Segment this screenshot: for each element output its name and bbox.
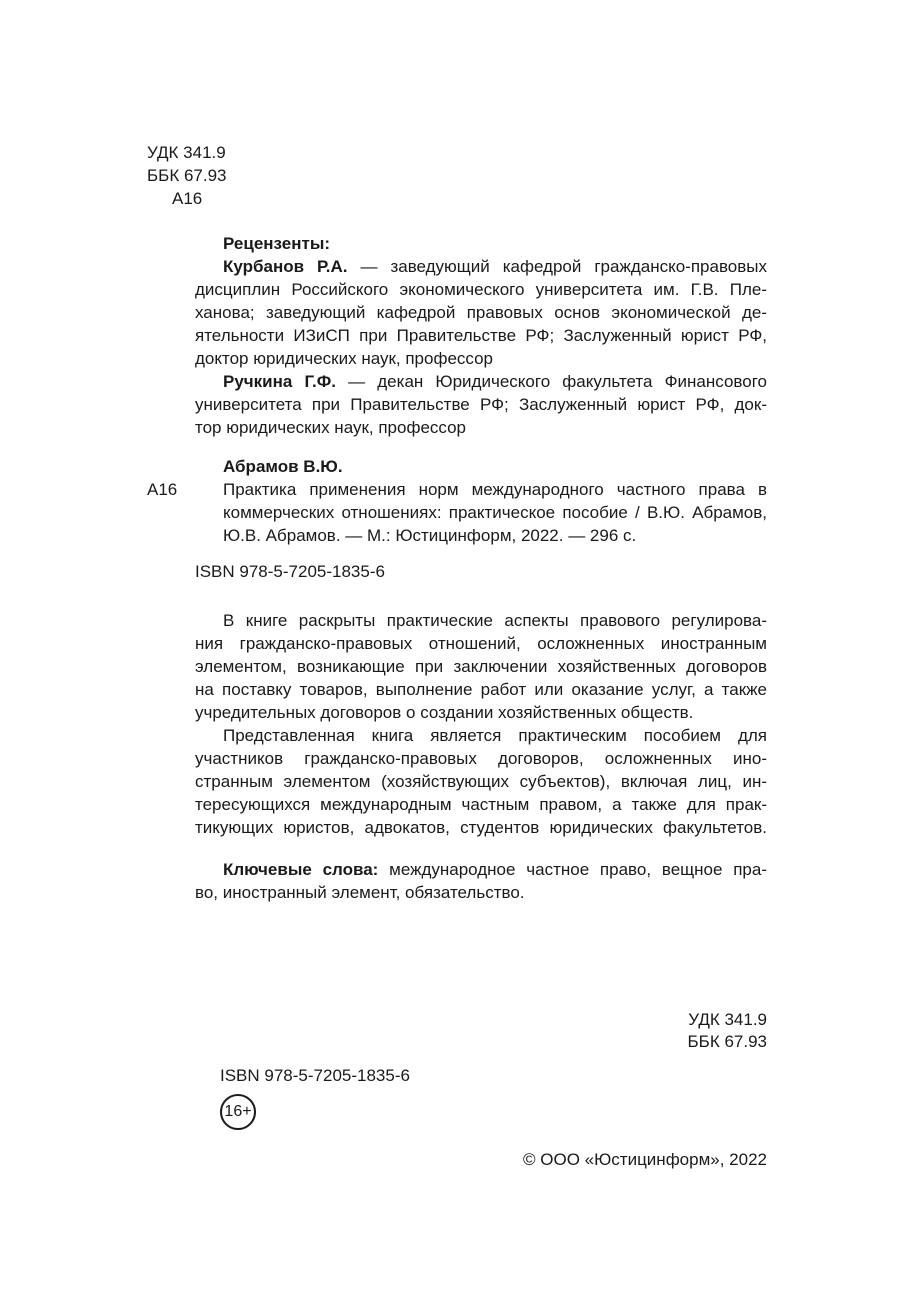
- abstract-line: на поставку товаров, выполнение работ или оказание услуг, а также: [195, 680, 767, 699]
- bibliographic-record: [195, 455, 767, 547]
- reviewer-2-name: Ручкина Г.Ф.: [223, 372, 336, 391]
- reviewer-1-line: дисциплин Российского экономического университета им. Г.В. Пле-: [195, 280, 767, 299]
- reviewer-1-line: ханова; заведующий кафедрой правовых основ экономической де-: [195, 303, 767, 322]
- book-author: Абрамов В.Ю.: [223, 457, 343, 476]
- book-title-line: коммерческих отношениях: практическое пособие / В.Ю. Абрамов,: [223, 503, 767, 522]
- reviewer-1-name: Курбанов Р.А.: [223, 257, 348, 276]
- reviewer-2-line: Ручкина Г.Ф. — декан Юридического факультета Финансового: [223, 372, 767, 391]
- udk-code: УДК 341.9: [147, 143, 226, 162]
- abstract-line: ния гражданско-правовых отношений, осложненных иностранным: [195, 634, 767, 653]
- book-title-line: Ю.В. Абрамов. — М.: Юстицинформ, 2022. — 296 с.: [223, 526, 637, 545]
- age-rating-badge: 16+: [220, 1094, 256, 1130]
- abstract-line: В книге раскрыты практические аспекты правового регулирова-: [223, 611, 767, 630]
- abstract-paragraph-1: [195, 609, 767, 724]
- keywords-line: Ключевые слова: международное частное право, вещное пра-: [223, 860, 767, 879]
- abstract-line: тикующих юристов, адвокатов, студентов юридических факультетов.: [195, 818, 767, 837]
- abstract-line: учредительных договоров о создании хозяйственных обществ.: [195, 703, 694, 722]
- abstract-paragraph-2: [195, 724, 767, 839]
- bbk-code: ББК 67.93: [147, 166, 227, 185]
- footer-bbk: ББК 67.93: [687, 1032, 767, 1051]
- abstract-line: Представленная книга является практическим пособием для: [223, 726, 767, 745]
- abstract-line: странным элементом (хозяйствующих субъектов), включая лиц, ин-: [195, 772, 767, 791]
- abstract-line: элементом, возникающие при заключении хозяйственных договоров: [195, 657, 767, 676]
- author-mark: А16: [172, 189, 203, 208]
- reviewers-heading: Рецензенты:: [223, 234, 330, 253]
- keywords-line: во, иностранный элемент, обязательство.: [195, 883, 525, 902]
- footer-isbn: ISBN 978-5-7205-1835-6: [220, 1066, 410, 1085]
- copyright: © ООО «Юстицинформ», 2022: [523, 1150, 767, 1169]
- reviewer-1-line: доктор юридических наук, профессор: [195, 349, 494, 368]
- reviewer-1-line: Курбанов Р.А. — заведующий кафедрой гражданско-правовых: [223, 257, 767, 276]
- footer-udk: УДК 341.9: [688, 1010, 767, 1029]
- keywords-label: Ключевые слова:: [223, 860, 379, 879]
- keywords-block: [195, 858, 767, 904]
- isbn-line: ISBN 978-5-7205-1835-6: [195, 562, 385, 581]
- abstract-line: тересующихся международным частным правом, а также для прак-: [195, 795, 767, 814]
- reviewer-2-line: тор юридических наук, профессор: [195, 418, 467, 437]
- reviewer-1-line: ятельности ИЗиСП при Правительстве РФ; Заслуженный юрист РФ,: [195, 326, 767, 345]
- reviewer-2-line: университета при Правительстве РФ; Заслуженный юрист РФ, док-: [195, 395, 767, 414]
- bib-author-mark: А16: [147, 480, 178, 499]
- book-title-line: Практика применения норм международного частного права в: [223, 480, 767, 499]
- reviewers-block: [195, 232, 767, 439]
- abstract-line: участников гражданско-правовых договоров, осложненных ино-: [195, 749, 767, 768]
